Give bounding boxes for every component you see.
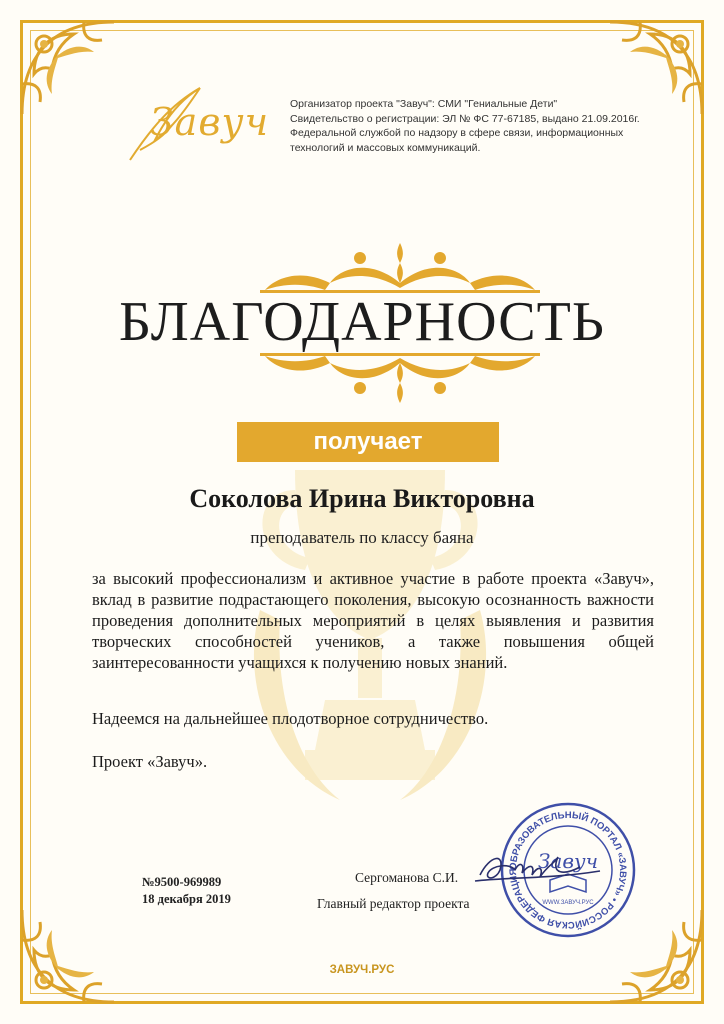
gratitude-paragraph: за высокий профессионализм и активное участие в работе проекта «Завуч», вклад в развитие подрастающего поколения, высокую осознанность важности проведения дополнительных мероприятий в целях выявления и развития творческих способностей учеников, а также повышения общей заинтересованности учащихся к получению новых знаний. <box>92 569 654 672</box>
receives-band: получает <box>237 422 499 462</box>
handwritten-signature <box>470 835 620 895</box>
site-url: ЗАВУЧ.РУС <box>329 964 395 976</box>
recipient-name: Соколова Ирина Викторовна <box>189 484 535 513</box>
title-ornament-icon <box>250 348 550 408</box>
project-signoff: Проект «Завуч». <box>92 752 208 771</box>
organizer-line: Организатор проекта "Завуч": СМИ "Гениальные Дети" <box>290 98 558 110</box>
certificate-date: 18 декабря 2019 <box>142 892 231 906</box>
signer-name: Сергоманова С.И. <box>355 870 459 885</box>
certificate-number: №9500-969989 <box>142 875 222 889</box>
logo-wordmark: Завуч <box>150 100 270 144</box>
cooperation-line: Надеемся на дальнейшее плодотворное сотрудничество. <box>92 709 489 728</box>
recipient-position: преподаватель по классу баяна <box>250 528 474 547</box>
title-ornament-icon <box>250 238 550 298</box>
stamp-ring-text: ОБРАЗОВАТЕЛЬНЫЙ ПОРТАЛ «ЗАВУЧ» • РОССИЙСКАЯ ФЕДЕРАЦИЯ <box>507 809 629 931</box>
organizer-line: технологий и массовых коммуникаций. <box>290 141 481 154</box>
organizer-line: Свидетельство о регистрации: ЭЛ № ФС 77-67185, выдано 21.09.2016г. <box>290 112 640 125</box>
corner-ornament-icon <box>14 14 124 124</box>
certificate-title: БЛАГОДАРНОСТЬ <box>119 291 605 353</box>
stamp-center-text: Завуч <box>537 849 599 873</box>
stamp-bottom-text: WWW.ЗАВУЧ.РУС <box>542 900 594 906</box>
signer-role: Главный редактор проекта <box>317 896 470 911</box>
organizer-info <box>290 97 650 155</box>
corner-ornament-icon <box>14 900 124 1010</box>
organizer-line: Федеральной службой по надзору в сфере связи, информационных <box>290 127 624 139</box>
